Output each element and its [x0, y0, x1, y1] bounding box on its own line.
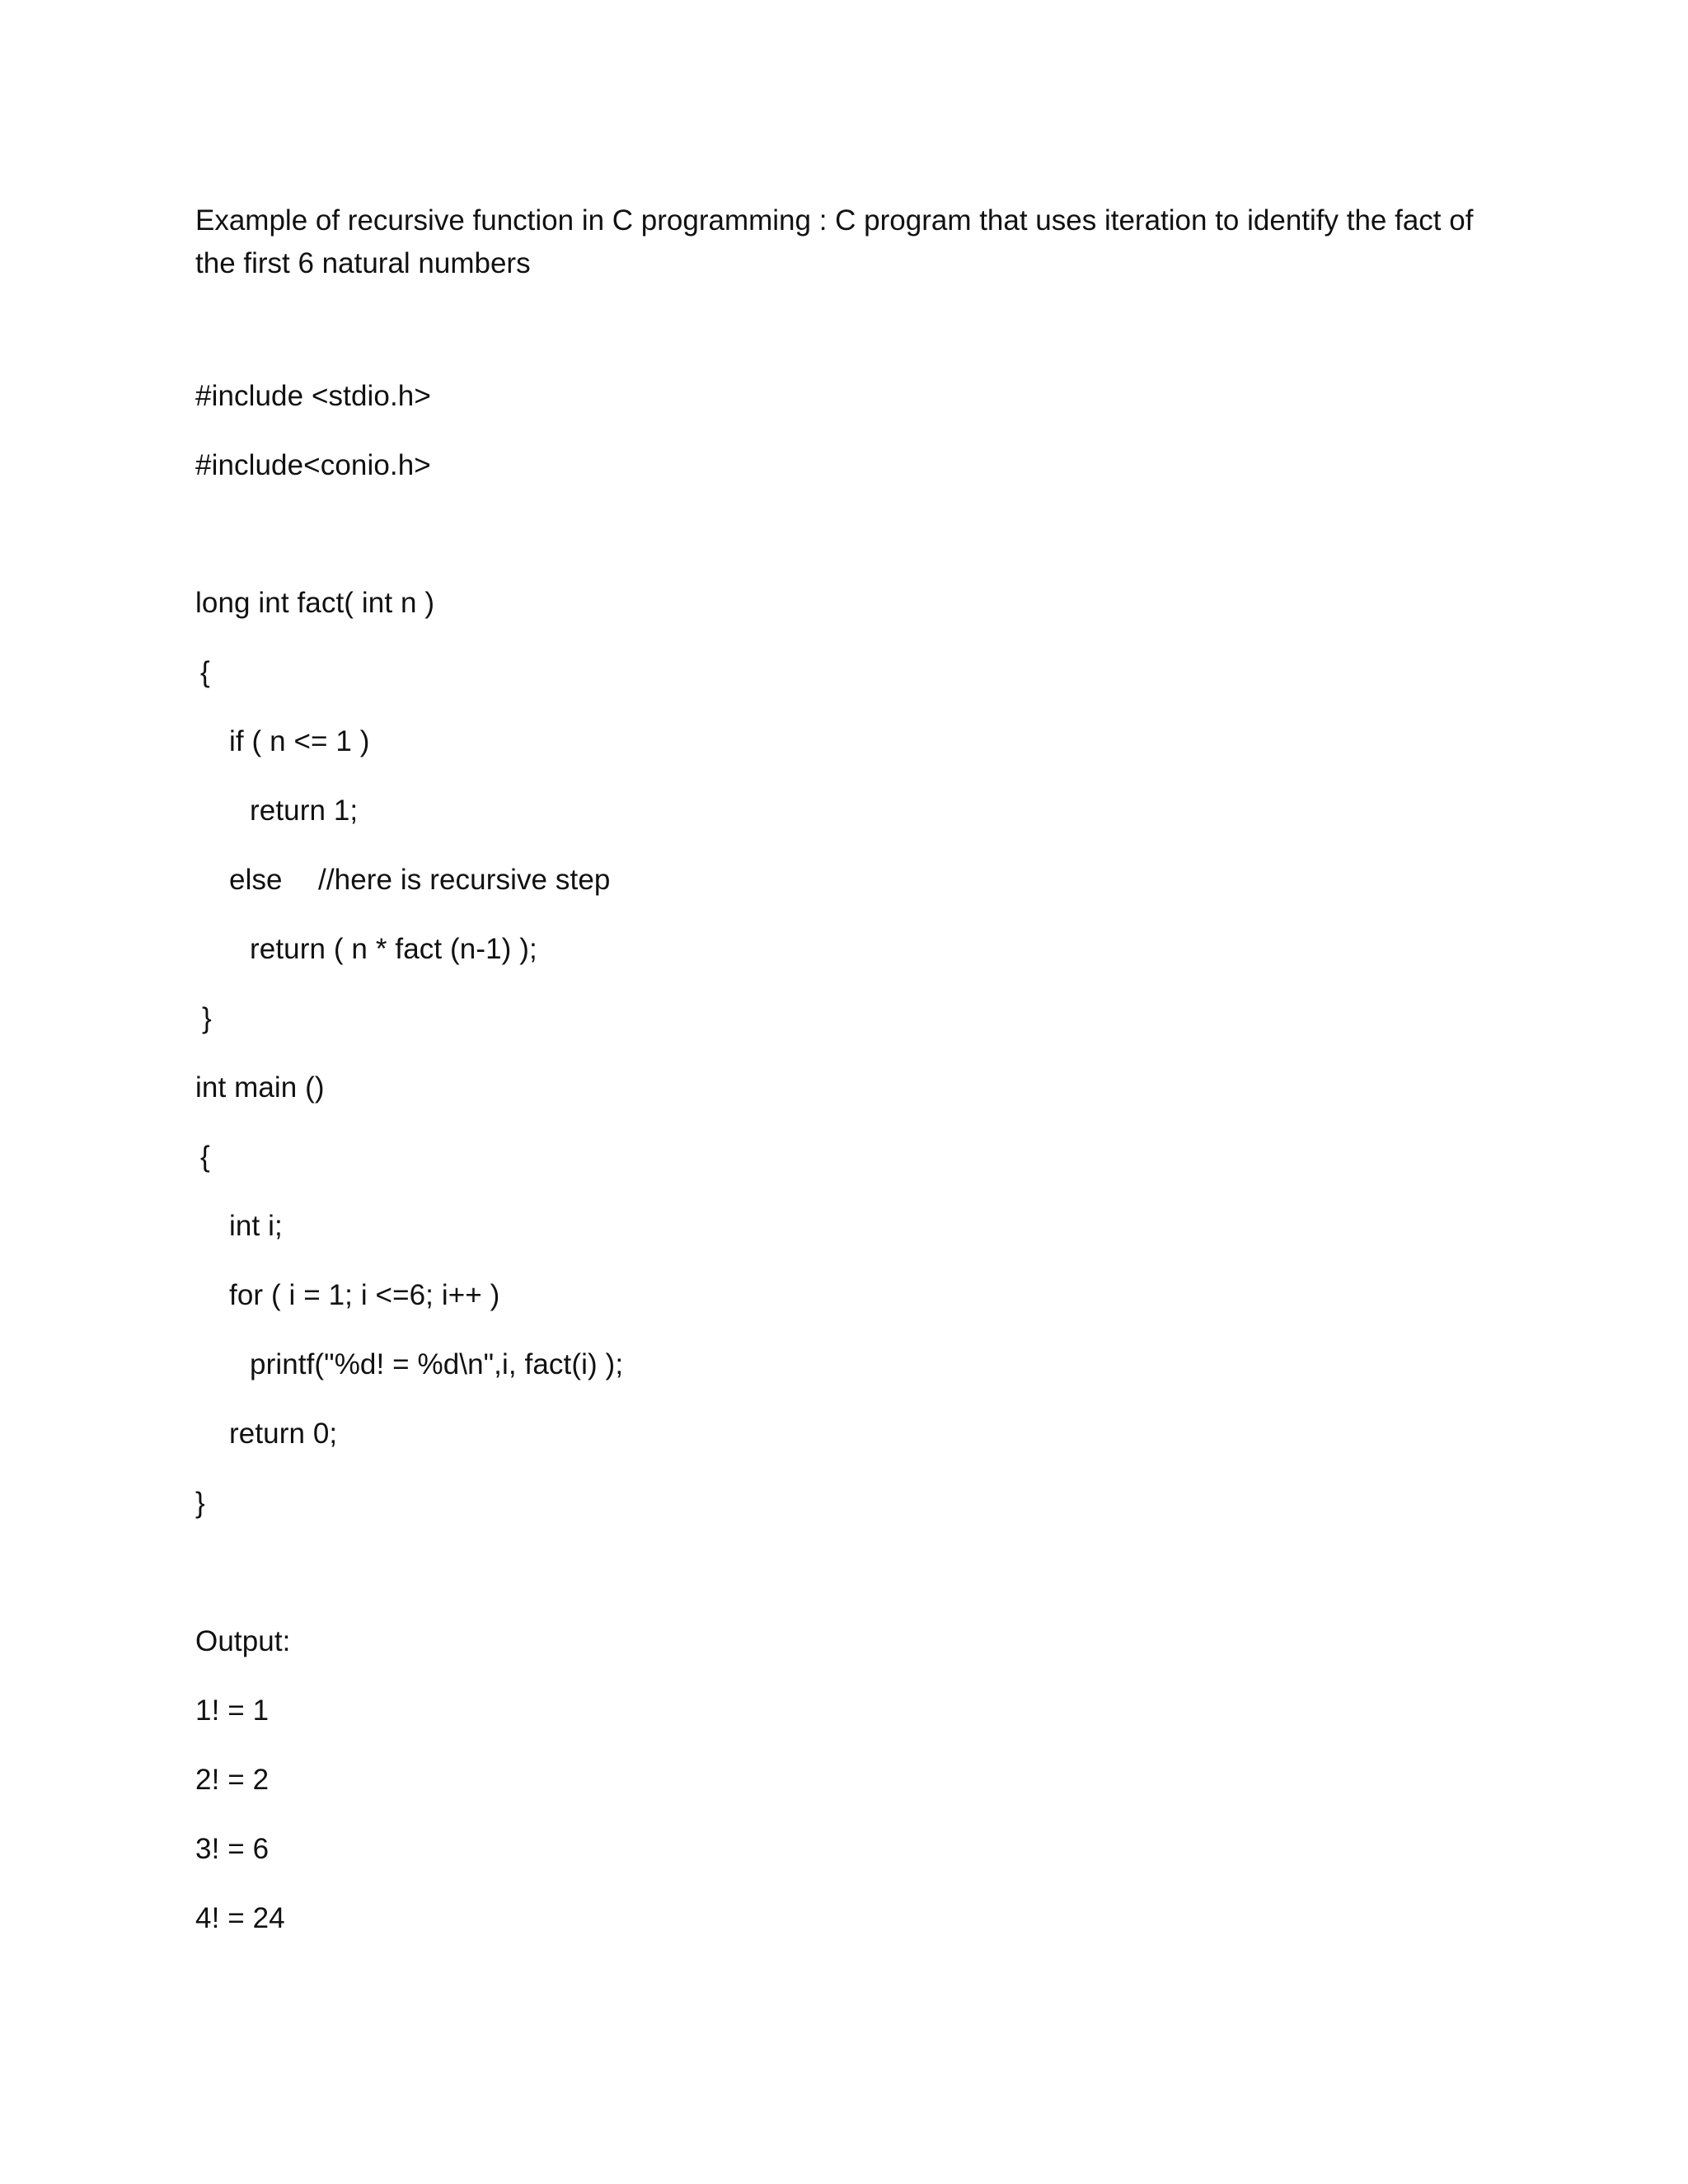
- return-zero: return 0;: [229, 1418, 338, 1450]
- return-recursive: return ( n * fact (n-1) );: [250, 933, 537, 965]
- include-conio: #include<conio.h>: [195, 449, 431, 481]
- fact-signature: long int fact( int n ): [195, 587, 435, 619]
- output-line: 2! = 2: [195, 1764, 270, 1796]
- output-line: 4! = 24: [195, 1902, 285, 1934]
- fact-close-brace: }: [202, 1002, 212, 1034]
- recursive-comment: //here is recursive step: [318, 864, 611, 896]
- output-line: 1! = 1: [195, 1694, 270, 1727]
- printf-call: printf("%d! = %d\n",i, fact(i) );: [250, 1348, 624, 1380]
- output-label: Output:: [195, 1625, 291, 1657]
- for-loop: for ( i = 1; i <=6; i++ ): [229, 1279, 500, 1311]
- main-close-brace: }: [195, 1487, 205, 1519]
- intro-line-2: the first 6 natural numbers: [195, 247, 531, 279]
- if-statement: if ( n <= 1 ): [229, 725, 370, 757]
- intro-line-1: Example of recursive function in C programming : C program that uses iteration to identify the fact of: [195, 204, 1474, 237]
- main-signature: int main (): [195, 1071, 325, 1104]
- else-keyword: else: [229, 864, 283, 896]
- include-stdio: #include <stdio.h>: [195, 380, 431, 412]
- main-open-brace: {: [200, 1141, 210, 1173]
- fact-open-brace: {: [200, 656, 210, 688]
- return-one: return 1;: [250, 794, 359, 827]
- int-declaration: int i;: [229, 1210, 283, 1242]
- output-line: 3! = 6: [195, 1833, 270, 1865]
- intro-paragraph: [195, 199, 1481, 285]
